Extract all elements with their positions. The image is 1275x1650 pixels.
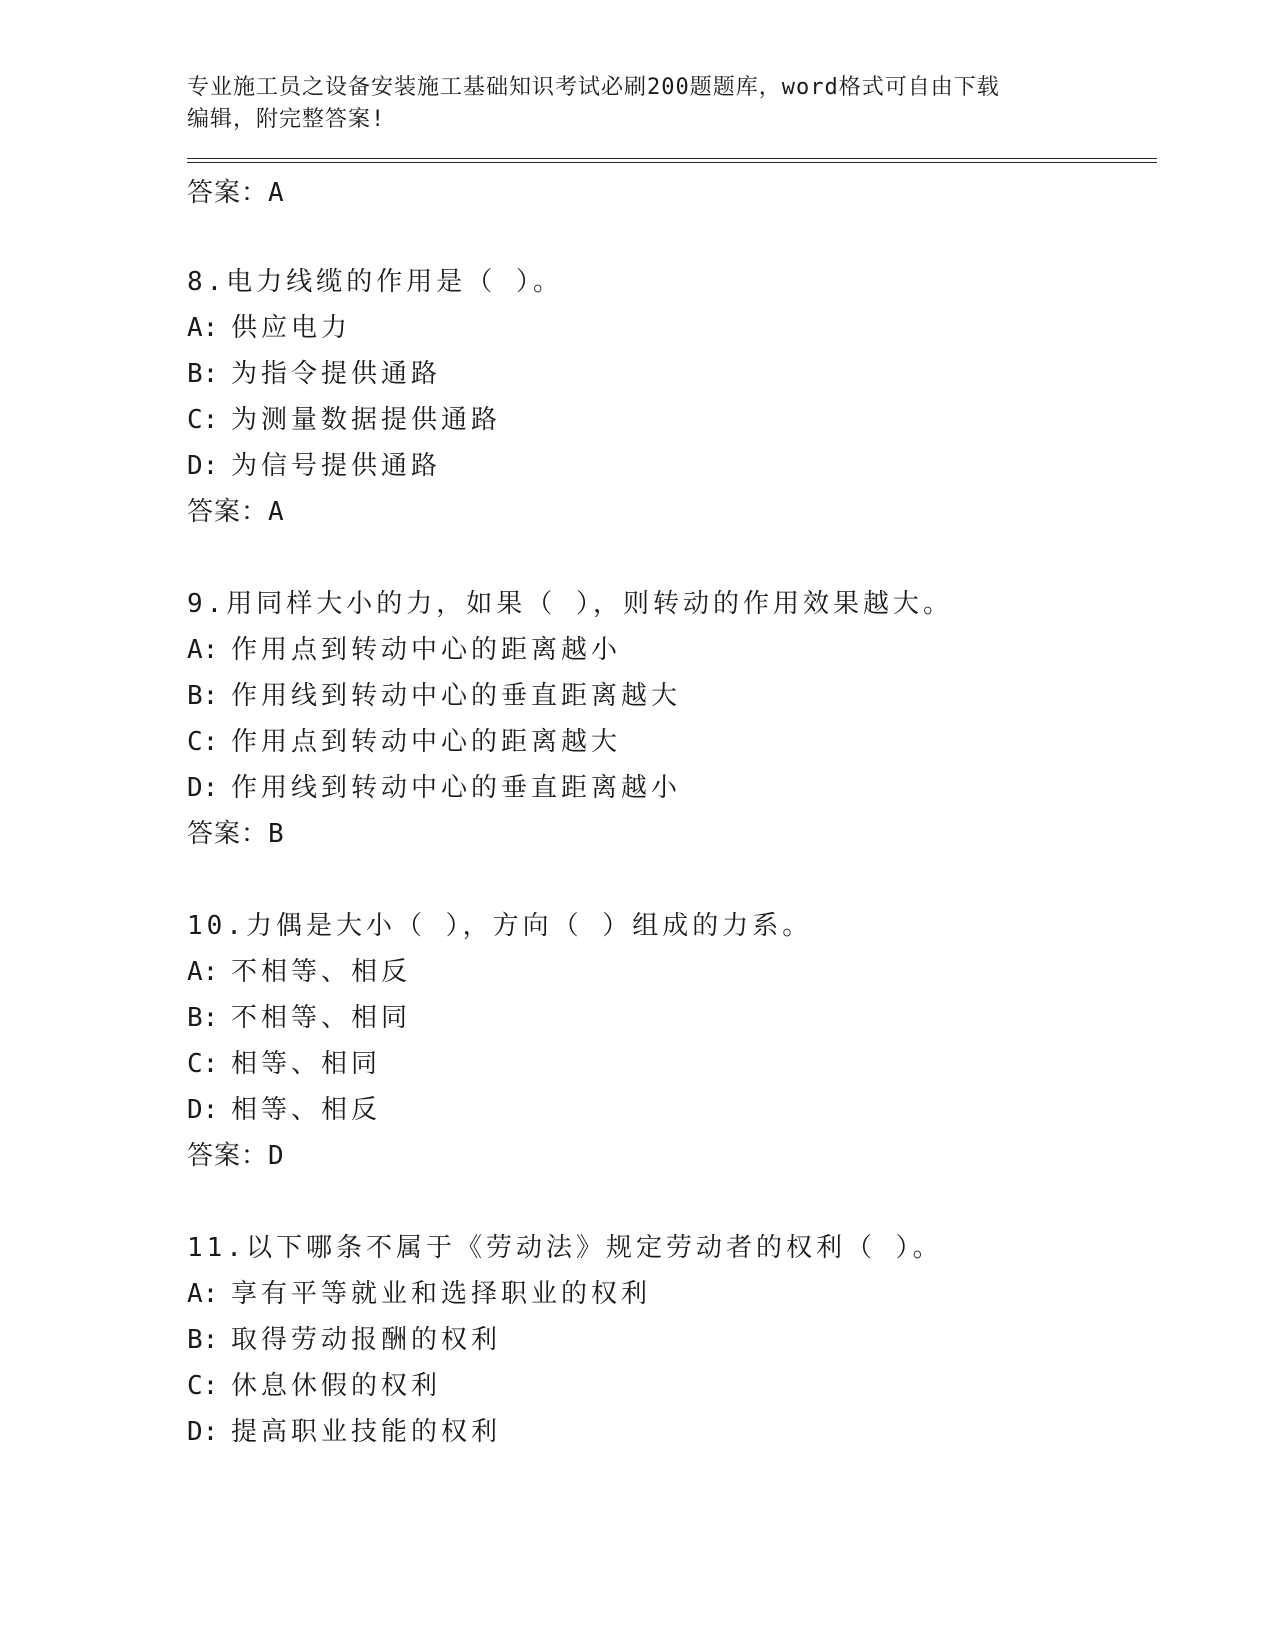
option-key: D: xyxy=(187,451,219,481)
option-text: 相等、相同 xyxy=(231,1049,382,1079)
document-page xyxy=(187,72,1157,1455)
option-key: B: xyxy=(187,359,219,389)
previous-answer xyxy=(187,173,1157,213)
answer-label: 答案： xyxy=(187,178,269,208)
question-block xyxy=(187,903,1157,1179)
option-text: 为信号提供通路 xyxy=(231,451,442,481)
option-text: 作用线到转动中心的垂直距离越大 xyxy=(231,681,682,711)
option-text: 作用线到转动中心的垂直距离越小 xyxy=(231,773,682,803)
option-c xyxy=(187,719,1157,765)
option-d xyxy=(187,1087,1157,1133)
question-answer xyxy=(187,489,1157,535)
option-text: 休息休假的权利 xyxy=(231,1371,442,1401)
header-line-1: 专业施工员之设备安装施工基础知识考试必刷200题题库，word格式可自由下载 xyxy=(187,75,1000,100)
question-title: 9.用同样大小的力，如果（ ），则转动的作用效果越大。 xyxy=(187,589,953,619)
option-text: 取得劳动报酬的权利 xyxy=(231,1325,502,1355)
header-divider xyxy=(187,158,1157,163)
option-key: D: xyxy=(187,1095,219,1125)
option-key: A: xyxy=(187,635,219,665)
answer-value: A xyxy=(268,497,285,527)
option-key: B: xyxy=(187,681,219,711)
option-key: B: xyxy=(187,1003,219,1033)
option-d xyxy=(187,765,1157,811)
option-a xyxy=(187,627,1157,673)
option-text: 为指令提供通路 xyxy=(231,359,442,389)
option-key: A: xyxy=(187,1279,219,1309)
option-c xyxy=(187,397,1157,443)
option-text: 为测量数据提供通路 xyxy=(231,405,502,435)
document-header xyxy=(187,72,1087,136)
answer-label: 答案： xyxy=(187,819,269,849)
answer-label: 答案： xyxy=(187,497,269,527)
option-b xyxy=(187,351,1157,397)
answer-value: A xyxy=(268,178,285,208)
option-text: 提高职业技能的权利 xyxy=(231,1417,502,1447)
option-a xyxy=(187,1271,1157,1317)
question-title: 11.以下哪条不属于《劳动法》规定劳动者的权利（ ）。 xyxy=(187,1233,943,1263)
option-c xyxy=(187,1041,1157,1087)
option-key: C: xyxy=(187,727,219,757)
option-c xyxy=(187,1363,1157,1409)
option-a xyxy=(187,305,1157,351)
answer-label: 答案： xyxy=(187,1141,269,1171)
option-key: B: xyxy=(187,1325,219,1355)
option-b xyxy=(187,995,1157,1041)
option-key: C: xyxy=(187,1371,219,1401)
option-key: A: xyxy=(187,957,219,987)
question-answer xyxy=(187,1133,1157,1179)
question-block xyxy=(187,581,1157,857)
option-key: C: xyxy=(187,1049,219,1079)
option-d xyxy=(187,1409,1157,1455)
option-b xyxy=(187,1317,1157,1363)
option-text: 享有平等就业和选择职业的权利 xyxy=(231,1279,652,1309)
question-title: 8.电力线缆的作用是（ ）。 xyxy=(187,267,563,297)
option-text: 作用点到转动中心的距离越大 xyxy=(231,727,622,757)
option-text: 相等、相反 xyxy=(231,1095,382,1125)
header-line-2: 编辑，附完整答案! xyxy=(187,107,386,132)
option-key: C: xyxy=(187,405,219,435)
option-key: D: xyxy=(187,1417,219,1447)
option-text: 作用点到转动中心的距离越小 xyxy=(231,635,622,665)
option-a xyxy=(187,949,1157,995)
answer-value: B xyxy=(268,819,285,849)
question-block xyxy=(187,259,1157,535)
option-text: 不相等、相反 xyxy=(231,957,412,987)
question-title: 10.力偶是大小（ ），方向（ ）组成的力系。 xyxy=(187,911,813,941)
question-answer xyxy=(187,811,1157,857)
option-text: 不相等、相同 xyxy=(231,1003,412,1033)
option-key: D: xyxy=(187,773,219,803)
question-block xyxy=(187,1225,1157,1455)
option-d xyxy=(187,443,1157,489)
answer-value: D xyxy=(268,1141,285,1171)
option-key: A: xyxy=(187,313,219,343)
option-b xyxy=(187,673,1157,719)
option-text: 供应电力 xyxy=(231,313,352,343)
